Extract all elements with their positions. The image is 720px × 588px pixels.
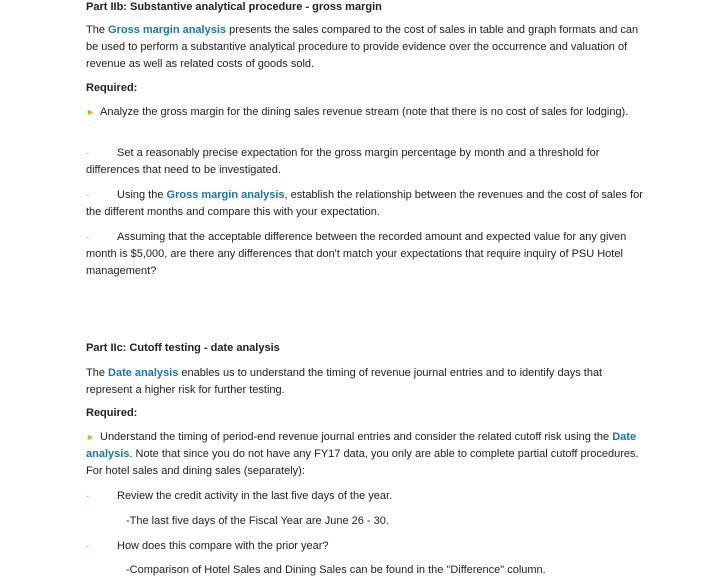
part-c-note-2: -Comparison of Hotel Sales and Dining Sales can be found in the "Difference" column.	[126, 564, 546, 576]
date-analysis-link-2[interactable]: Date analysis	[86, 431, 637, 460]
date-analysis-link[interactable]: Date analysis	[108, 367, 179, 379]
part-b-dash-2	[86, 187, 646, 221]
part-b-dash-3	[86, 229, 646, 280]
dash-bullet-icon: -	[86, 232, 89, 242]
part-b-intro-prefix: The	[86, 24, 109, 36]
dash-bullet-icon: -	[86, 541, 89, 551]
part-c-required-label: Required:	[86, 407, 138, 419]
part-b-dash-2-prefix: Using the	[117, 189, 167, 201]
part-c-bullet	[86, 429, 646, 480]
part-b-bullet-text: Analyze the gross margin for the dining sales revenue stream (note that there is no cost of sales for lodging).	[100, 106, 629, 118]
part-c-heading: Part IIc: Cutoff testing - date analysis	[86, 342, 280, 354]
part-b-intro-suffix: presents the sales compared to the cost of sales in table and graph formats and can be used to perform a substantive analytical procedure to provide evidence over the occurrence and valuation of revenue as well as related costs of goods sold.	[86, 24, 639, 70]
dash-bullet-icon: -	[86, 491, 89, 501]
part-b-dash-1-text: Set a reasonably precise expectation for the gross margin percentage by month and a threshold for differences that need to be investigated.	[86, 147, 600, 176]
part-c-note-1: -The last five days of the Fiscal Year are June 26 - 30.	[126, 515, 389, 527]
part-b-bullet	[86, 104, 646, 121]
part-c-intro	[86, 365, 631, 399]
part-b-intro	[86, 22, 646, 73]
part-b-dash-3-text: Assuming that the acceptable difference between the recorded amount and expected value for any given month is $5,000, are there any differences that don't match your expectations that require inquiry of PSU Hotel management?	[86, 231, 627, 277]
part-c-dash-1	[86, 488, 646, 505]
part-c-intro-suffix: enables us to understand the timing of revenue journal entries and to identify days that represent a higher risk for further testing.	[86, 367, 603, 396]
dash-bullet-icon: -	[86, 148, 89, 158]
part-c-dash-2	[86, 538, 646, 555]
part-c-dash-1-text: Review the credit activity in the last five days of the year.	[117, 490, 393, 502]
dash-bullet-icon: -	[86, 190, 89, 200]
gross-margin-analysis-link[interactable]: Gross margin analysis	[108, 24, 227, 36]
gross-margin-analysis-link-2[interactable]: Gross margin analysis	[166, 189, 285, 201]
arrow-bullet-icon: ►	[86, 107, 95, 117]
part-c-dash-2-text: How does this compare with the prior year?	[117, 540, 329, 552]
arrow-bullet-icon: ►	[86, 432, 95, 442]
part-c-intro-prefix: The	[86, 367, 109, 379]
part-b-heading: Part IIb: Substantive analytical procedure - gross margin	[86, 1, 382, 13]
part-c-bullet-suffix: . Note that since you do not have any FY17 data, you only are able to complete partial cutoff procedures. For hotel sales and dining sales (separately):	[86, 448, 639, 477]
part-b-dash-2-suffix: , establish the relationship between the revenues and the cost of sales for the different months and compare this with your expectation.	[86, 189, 643, 218]
part-b-required-label: Required:	[86, 82, 138, 94]
part-b-dash-1	[86, 145, 646, 179]
part-c-bullet-prefix: Understand the timing of period-end revenue journal entries and consider the related cutoff risk using the	[100, 431, 613, 443]
